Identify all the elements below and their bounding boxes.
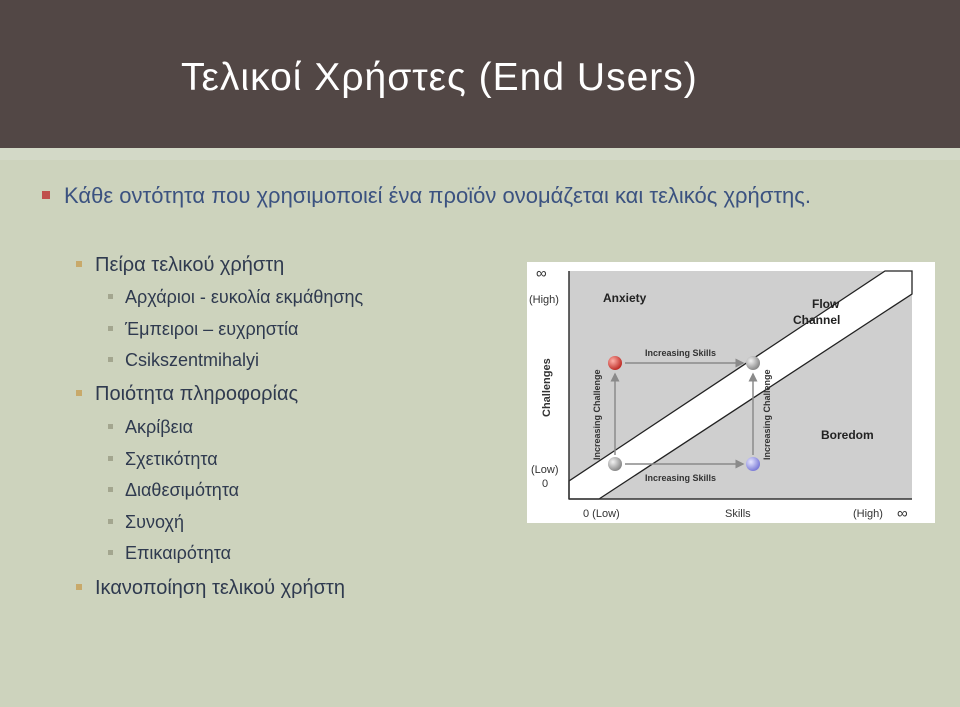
bullet-marker (108, 550, 113, 555)
sub-bullet-text: Csikszentmihalyi (125, 350, 260, 370)
x-axis-low: 0 (Low) (583, 508, 620, 520)
bullet-marker (76, 584, 82, 590)
sub-bullet-text: Ακρίβεια (125, 417, 194, 437)
label-increasing-skills-bottom: Increasing Skills (645, 473, 717, 483)
y-axis-low: (Low) (531, 464, 559, 476)
dot-flow-state-bottom (608, 457, 622, 471)
sub-bullet-text: Διαθεσιμότητα (125, 480, 240, 500)
y-axis-title: Challenges (541, 358, 553, 417)
label-increasing-skills-top: Increasing Skills (645, 348, 717, 358)
bullet-text: Κάθε οντότητα που χρησιμοποιεί ένα προϊόν ονομάζεται και τελικός χρήστης. (64, 183, 811, 208)
bullet-marker (108, 519, 113, 524)
label-anxiety: Anxiety (603, 291, 647, 305)
dot-flow-state-top (746, 356, 760, 370)
bullet-text: Ποιότητα πληροφορίας (95, 383, 299, 405)
label-channel: Channel (793, 313, 841, 327)
slide-title: Τελικοί Χρήστες (End Users) (181, 56, 698, 99)
bullet-marker (108, 357, 113, 362)
bullet-text: Ικανοποίηση τελικού χρήστη (95, 577, 345, 599)
sub-bullet-text: Συνοχή (125, 512, 184, 532)
bullet-marker (108, 487, 113, 492)
x-axis-high: (High) (853, 508, 883, 520)
sub-bullet-text: Επικαιρότητα (125, 543, 231, 563)
y-axis-zero: 0 (542, 478, 549, 490)
sub-bullet-text: Έμπειροι – ευχρηστία (125, 319, 299, 339)
bullet-marker (108, 456, 113, 461)
flow-diagram (527, 262, 935, 523)
bullet-marker (108, 326, 113, 331)
bullet-marker (76, 390, 82, 396)
sub-bullet-text: Σχετικότητα (125, 449, 218, 469)
label-increasing-challenge-right: Increasing Challenge (762, 369, 772, 460)
flow-diagram-svg (527, 262, 935, 523)
x-axis-title: Skills (725, 508, 751, 520)
bullet-marker (76, 261, 82, 267)
label-flow: Flow (812, 297, 840, 311)
bullet-text: Πείρα τελικού χρήστη (95, 254, 285, 276)
dot-boredom-state (746, 457, 760, 471)
x-axis-infinity: ∞ (897, 505, 908, 522)
bullet-marker (42, 191, 50, 199)
label-increasing-challenge-left: Increasing Challenge (592, 369, 602, 460)
dot-anxiety-state (608, 356, 622, 370)
label-boredom: Boredom (821, 428, 874, 442)
bullet-marker (108, 424, 113, 429)
sub-bullet-text: Αρχάριοι - ευκολία εκμάθησης (125, 287, 364, 307)
y-axis-high: (High) (529, 294, 559, 306)
bullet-marker (108, 294, 113, 299)
y-axis-infinity: ∞ (536, 265, 547, 282)
